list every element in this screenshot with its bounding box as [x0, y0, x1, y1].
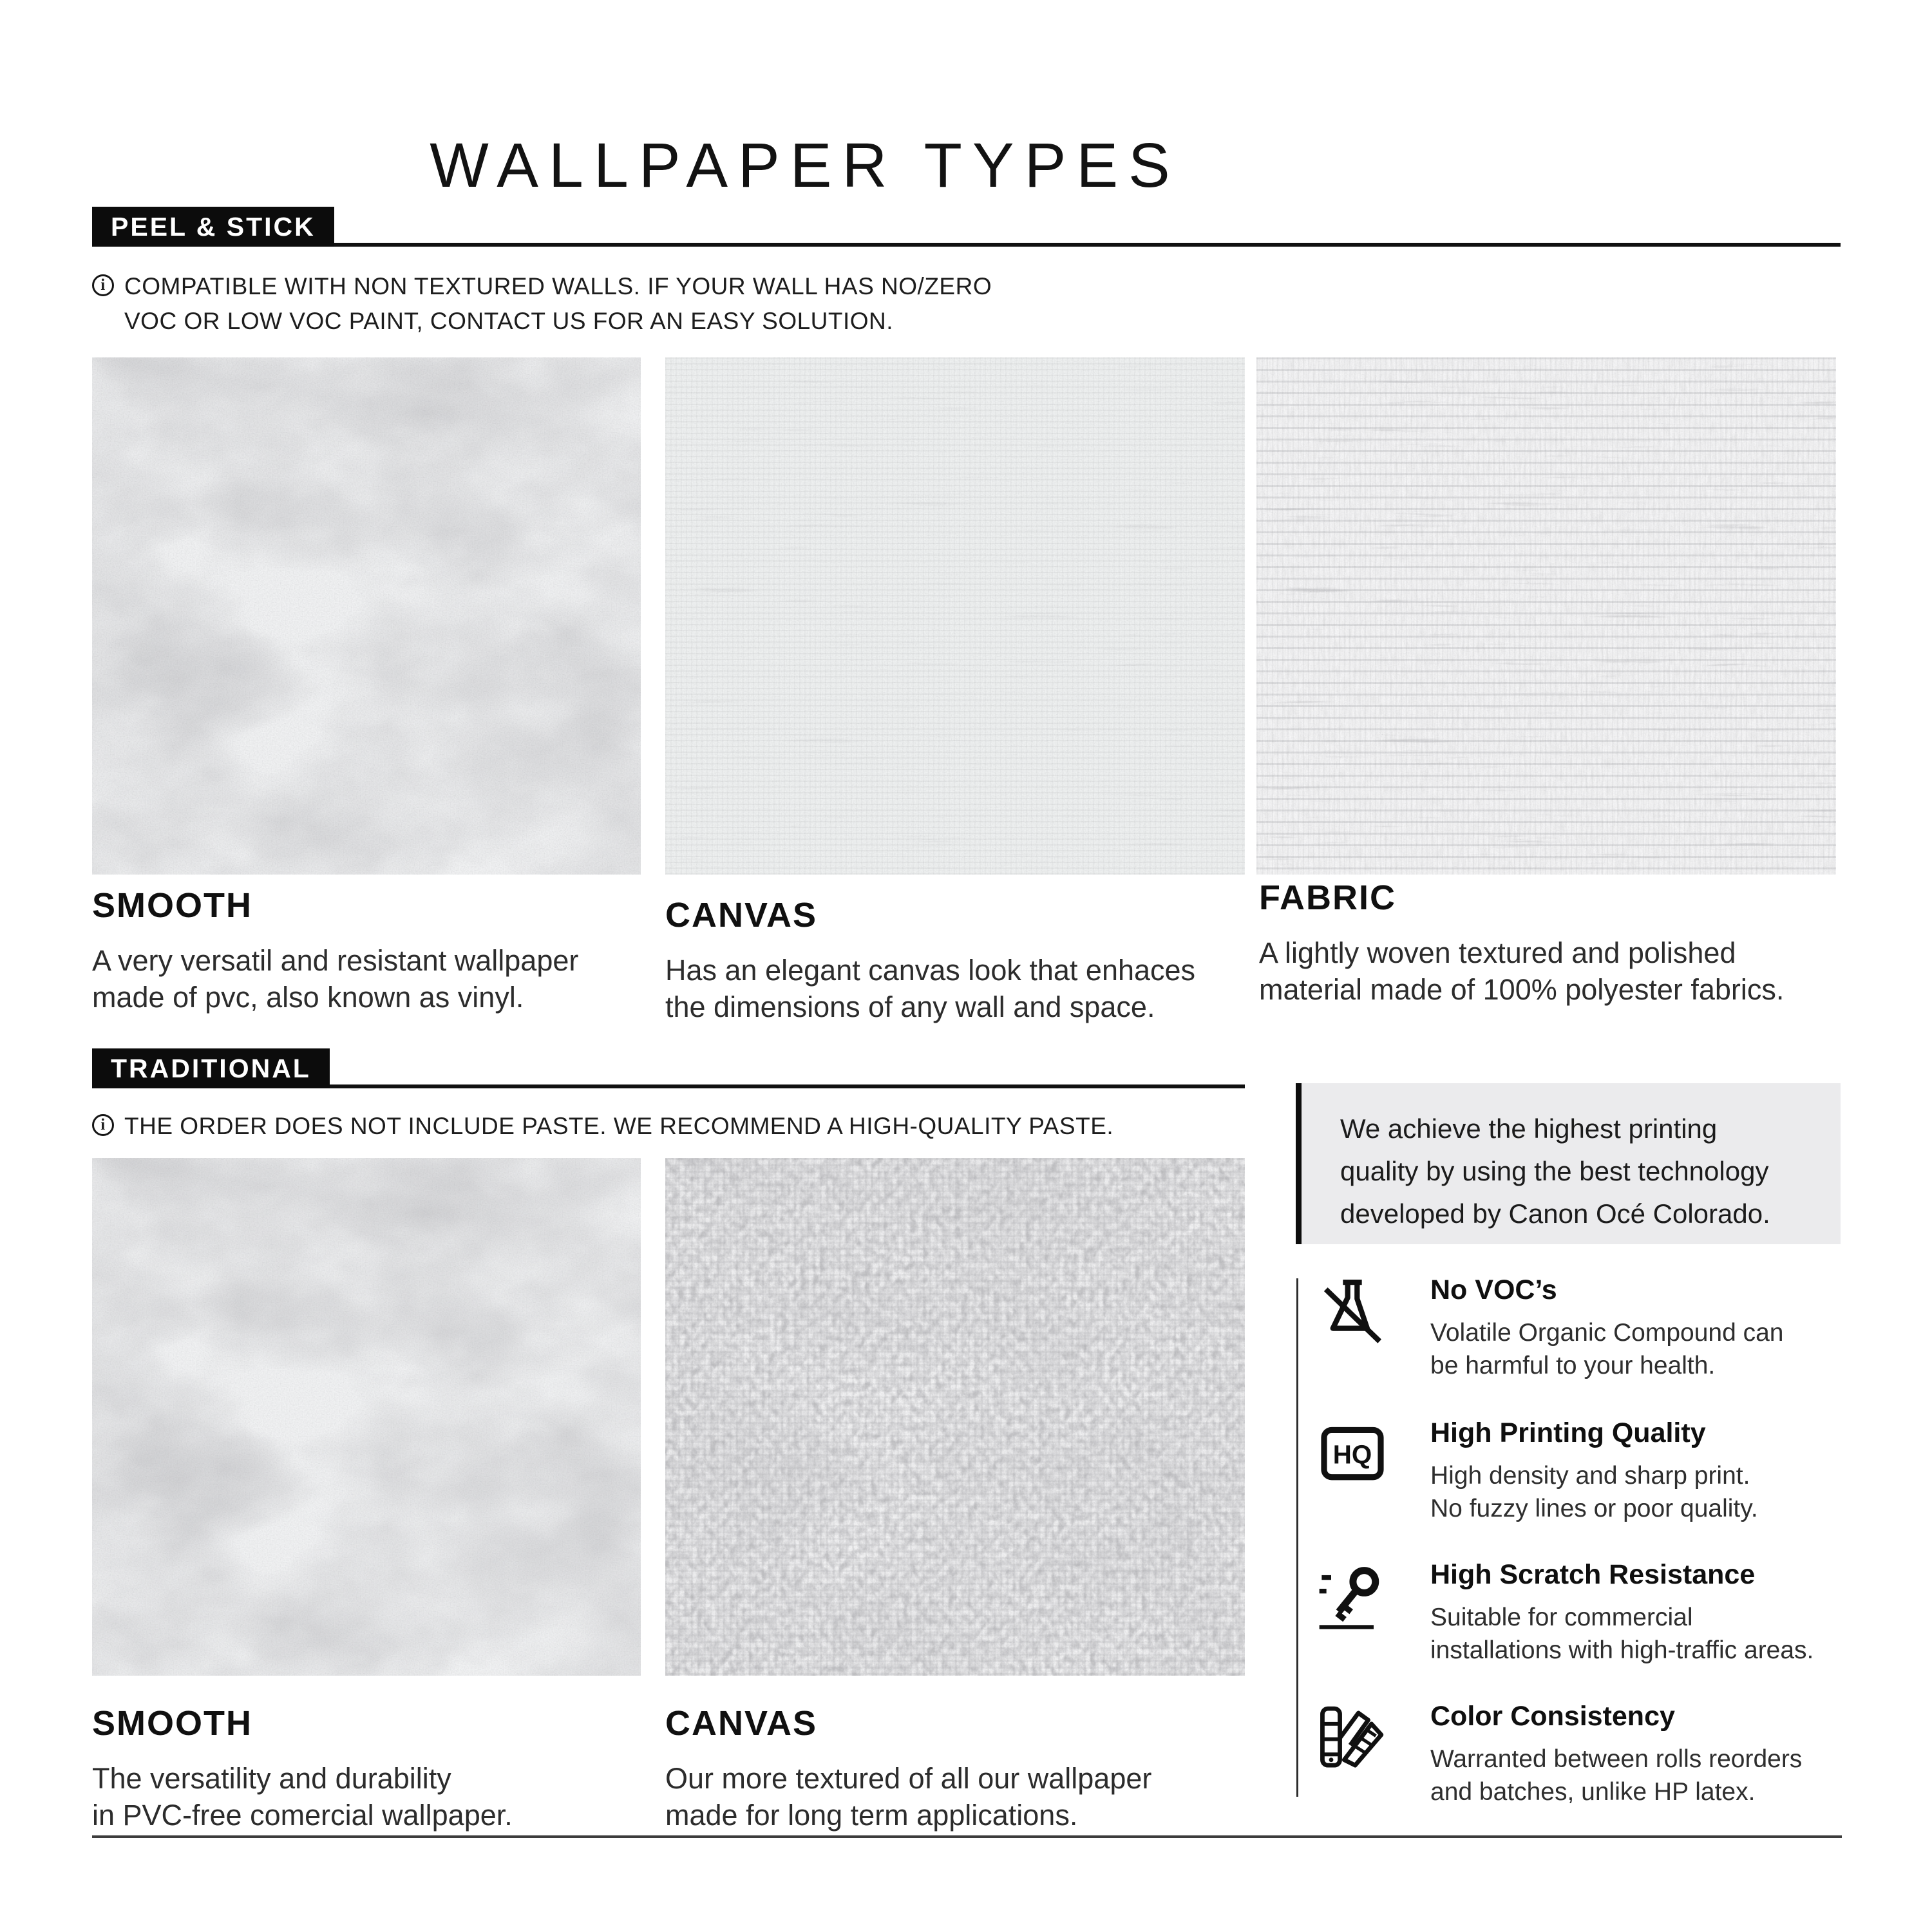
- print-quality-callout: [1296, 1083, 1841, 1244]
- desc-line: material made of 100% polyester fabrics.: [1259, 973, 1785, 1006]
- caption-peel-smooth: [92, 886, 578, 1016]
- feature-title: High Scratch Resistance: [1430, 1559, 1756, 1590]
- color-swatch-fan-icon: [1317, 1698, 1388, 1777]
- texture-sample-peel-fabric: [1256, 357, 1836, 875]
- feature-title: High Printing Quality: [1430, 1417, 1706, 1448]
- quality-line: developed by Canon Océ Colorado.: [1340, 1198, 1770, 1229]
- feature-title: No VOC’s: [1430, 1274, 1557, 1305]
- desc-line: installations with high-traffic areas.: [1430, 1636, 1814, 1664]
- caption-traditional-smooth: [92, 1703, 513, 1833]
- quality-line: We achieve the highest printing: [1340, 1113, 1718, 1144]
- traditional-note-text: [124, 1109, 1113, 1144]
- sample-description: [92, 942, 578, 1016]
- feature-no-voc: [1317, 1272, 1784, 1382]
- texture-sample-traditional-smooth: [92, 1158, 641, 1676]
- desc-line: Suitable for commercial: [1430, 1604, 1693, 1631]
- info-icon: [92, 1114, 114, 1136]
- sample-description: [1259, 934, 1784, 1008]
- quality-line: quality by using the best technology: [1340, 1156, 1769, 1186]
- features-divider-rule: [1296, 1278, 1298, 1797]
- feature-high-scratch-resistance: [1317, 1557, 1814, 1667]
- sample-title: CANVAS: [665, 1704, 818, 1743]
- no-voc-flask-icon: [1317, 1272, 1388, 1350]
- sample-description: [665, 952, 1195, 1025]
- hq-badge-icon: [1317, 1415, 1388, 1493]
- feature-high-printing-quality: [1317, 1415, 1758, 1525]
- info-icon-glyph: i: [100, 276, 106, 294]
- desc-line: The versatility and durability: [92, 1762, 451, 1795]
- section-label-traditional: TRADITIONAL: [92, 1048, 330, 1088]
- info-icon: [92, 274, 114, 296]
- feature-description: [1430, 1601, 1814, 1667]
- peel-stick-note: [92, 269, 992, 339]
- sample-description: [665, 1760, 1151, 1833]
- desc-line: made for long term applications.: [665, 1799, 1078, 1832]
- sample-title: SMOOTH: [92, 886, 252, 925]
- feature-description: [1430, 1459, 1758, 1525]
- feature-text: [1430, 1415, 1758, 1525]
- section-rule-peel-stick: [92, 243, 1841, 247]
- note-line: VOC OR LOW VOC PAINT, CONTACT US FOR AN EASY SOLUTION.: [124, 308, 894, 334]
- desc-line: Volatile Organic Compound can: [1430, 1319, 1784, 1347]
- texture-sample-peel-smooth: [92, 357, 641, 875]
- info-icon-glyph: i: [100, 1116, 106, 1133]
- feature-description: [1430, 1743, 1802, 1808]
- traditional-note: [92, 1109, 1113, 1144]
- feature-text: [1430, 1698, 1802, 1808]
- desc-line: be harmful to your health.: [1430, 1352, 1716, 1379]
- feature-text: [1430, 1557, 1814, 1667]
- desc-line: Warranted between rolls reorders: [1430, 1745, 1803, 1773]
- sample-title: SMOOTH: [92, 1704, 252, 1743]
- feature-text: [1430, 1272, 1784, 1382]
- desc-line: and batches, unlike HP latex.: [1430, 1778, 1756, 1806]
- desc-line: A lightly woven textured and polished: [1259, 936, 1736, 969]
- desc-line: High density and sharp print.: [1430, 1462, 1750, 1490]
- texture-sample-peel-canvas: [665, 357, 1245, 875]
- section-label-peel-stick: PEEL & STICK: [92, 207, 334, 247]
- key-scratch-icon: [1317, 1557, 1388, 1635]
- page-title: WALLPAPER TYPES: [430, 129, 1180, 200]
- footer-divider: [92, 1835, 1842, 1838]
- desc-line: No fuzzy lines or poor quality.: [1430, 1495, 1758, 1522]
- sample-description: [92, 1760, 513, 1833]
- feature-title: Color Consistency: [1430, 1701, 1675, 1732]
- caption-peel-canvas: [665, 895, 1195, 1025]
- desc-line: Has an elegant canvas look that enhaces: [665, 954, 1196, 987]
- hq-badge-label: HQ: [1332, 1439, 1372, 1470]
- desc-line: A very versatil and resistant wallpaper: [92, 944, 579, 977]
- desc-line: the dimensions of any wall and space.: [665, 990, 1155, 1023]
- desc-line: Our more textured of all our wallpaper: [665, 1762, 1152, 1795]
- sample-title: FABRIC: [1259, 878, 1396, 917]
- desc-line: in PVC-free comercial wallpaper.: [92, 1799, 513, 1832]
- sample-title: CANVAS: [665, 896, 818, 934]
- note-line: COMPATIBLE WITH NON TEXTURED WALLS. IF YOUR WALL HAS NO/ZERO: [124, 273, 992, 299]
- note-line: THE ORDER DOES NOT INCLUDE PASTE. WE RECOMMEND A HIGH-QUALITY PASTE.: [124, 1113, 1114, 1139]
- caption-peel-fabric: [1259, 878, 1784, 1008]
- texture-sample-traditional-canvas: [665, 1158, 1245, 1676]
- peel-stick-note-text: [124, 269, 992, 339]
- feature-color-consistency: [1317, 1698, 1802, 1808]
- desc-line: made of pvc, also known as vinyl.: [92, 981, 524, 1014]
- caption-traditional-canvas: [665, 1703, 1151, 1833]
- feature-description: [1430, 1316, 1784, 1382]
